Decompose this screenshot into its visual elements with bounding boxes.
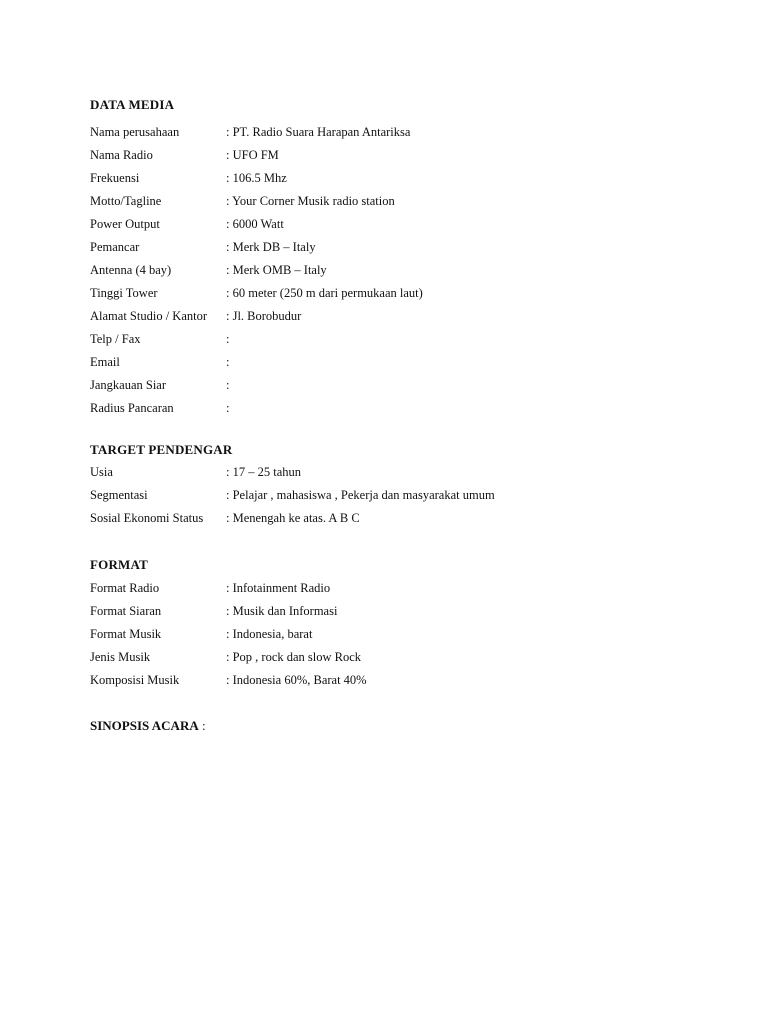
- info-row-pemancar: [90, 236, 710, 259]
- row-label: Telp / Fax: [90, 332, 141, 346]
- row-value: : UFO FM: [226, 148, 279, 162]
- row-label: Sosial Ekonomi Status: [90, 511, 204, 525]
- row-label: Format Radio: [90, 581, 160, 595]
- row-label: Usia: [90, 465, 113, 479]
- format-heading: FORMAT: [90, 557, 149, 572]
- info-row-sosial-ekonomi: [90, 507, 710, 530]
- row-label: Pemancar: [90, 240, 140, 254]
- info-row-motto: [90, 190, 710, 213]
- row-value: : Merk DB – Italy: [226, 240, 316, 254]
- info-row-tinggi-tower: [90, 282, 710, 305]
- row-value: : Menengah ke atas. A B C: [226, 511, 360, 525]
- target-pendengar-section: [90, 440, 710, 530]
- sinopsis-line: [90, 716, 206, 736]
- info-row-nama-perusahaan: [90, 121, 710, 144]
- row-label: Tinggi Tower: [90, 286, 158, 300]
- info-row-format-radio: [90, 577, 710, 600]
- info-row-power-output: [90, 213, 710, 236]
- row-value: : 60 meter (250 m dari permukaan laut): [226, 286, 423, 300]
- row-label: Segmentasi: [90, 488, 148, 502]
- row-value: : PT. Radio Suara Harapan Antariksa: [226, 125, 411, 139]
- row-label: Komposisi Musik: [90, 673, 180, 687]
- info-row-usia: [90, 461, 710, 484]
- info-row-frekuensi: [90, 167, 710, 190]
- row-value: : 106.5 Mhz: [226, 171, 287, 185]
- info-row-nama-radio: [90, 144, 710, 167]
- row-label: Alamat Studio / Kantor: [90, 309, 207, 323]
- data-media-section: [90, 95, 710, 420]
- info-row-jenis-musik: [90, 646, 710, 669]
- row-label: Jenis Musik: [90, 650, 151, 664]
- row-label: Nama Radio: [90, 148, 153, 162]
- sinopsis-colon: :: [198, 718, 206, 733]
- row-value: : Indonesia 60%, Barat 40%: [226, 673, 367, 687]
- info-row-email: [90, 351, 710, 374]
- row-label: Antenna (4 bay): [90, 263, 172, 277]
- sinopsis-heading: SINOPSIS ACARA: [90, 718, 199, 733]
- row-label: Power Output: [90, 217, 160, 231]
- row-value: : Your Corner Musik radio station: [226, 194, 395, 208]
- info-row-format-siaran: [90, 600, 710, 623]
- row-value: : Pelajar , mahasiswa , Pekerja dan masyarakat umum: [226, 488, 495, 502]
- row-label: Motto/Tagline: [90, 194, 162, 208]
- row-label: Format Musik: [90, 627, 162, 641]
- row-value: :: [226, 355, 230, 369]
- row-value: : Pop , rock dan slow Rock: [226, 650, 362, 664]
- row-value: : 6000 Watt: [226, 217, 284, 231]
- data-media-heading: DATA MEDIA: [90, 97, 175, 112]
- row-label: Format Siaran: [90, 604, 162, 618]
- row-value: : Jl. Borobudur: [226, 309, 302, 323]
- row-value: :: [226, 378, 230, 392]
- row-label: Email: [90, 355, 120, 369]
- row-label: Radius Pancaran: [90, 401, 174, 415]
- info-row-antenna: [90, 259, 710, 282]
- info-row-komposisi-musik: [90, 669, 710, 692]
- info-row-jangkauan-siar: [90, 374, 710, 397]
- row-label: Nama perusahaan: [90, 125, 180, 139]
- info-row-radius-pancaran: [90, 397, 710, 420]
- row-label: Jangkauan Siar: [90, 378, 167, 392]
- row-value: : Musik dan Informasi: [226, 604, 338, 618]
- info-row-segmentasi: [90, 484, 710, 507]
- row-value: : 17 – 25 tahun: [226, 465, 301, 479]
- row-value: : Indonesia, barat: [226, 627, 313, 641]
- info-row-telp-fax: [90, 328, 710, 351]
- row-value: :: [226, 401, 230, 415]
- row-value: : Merk OMB – Italy: [226, 263, 327, 277]
- info-row-alamat: [90, 305, 710, 328]
- row-label: Frekuensi: [90, 171, 140, 185]
- target-pendengar-heading: TARGET PENDENGAR: [90, 442, 233, 457]
- row-value: :: [226, 332, 230, 346]
- info-row-format-musik: [90, 623, 710, 646]
- format-section: [90, 555, 710, 692]
- row-value: : Infotainment Radio: [226, 581, 331, 595]
